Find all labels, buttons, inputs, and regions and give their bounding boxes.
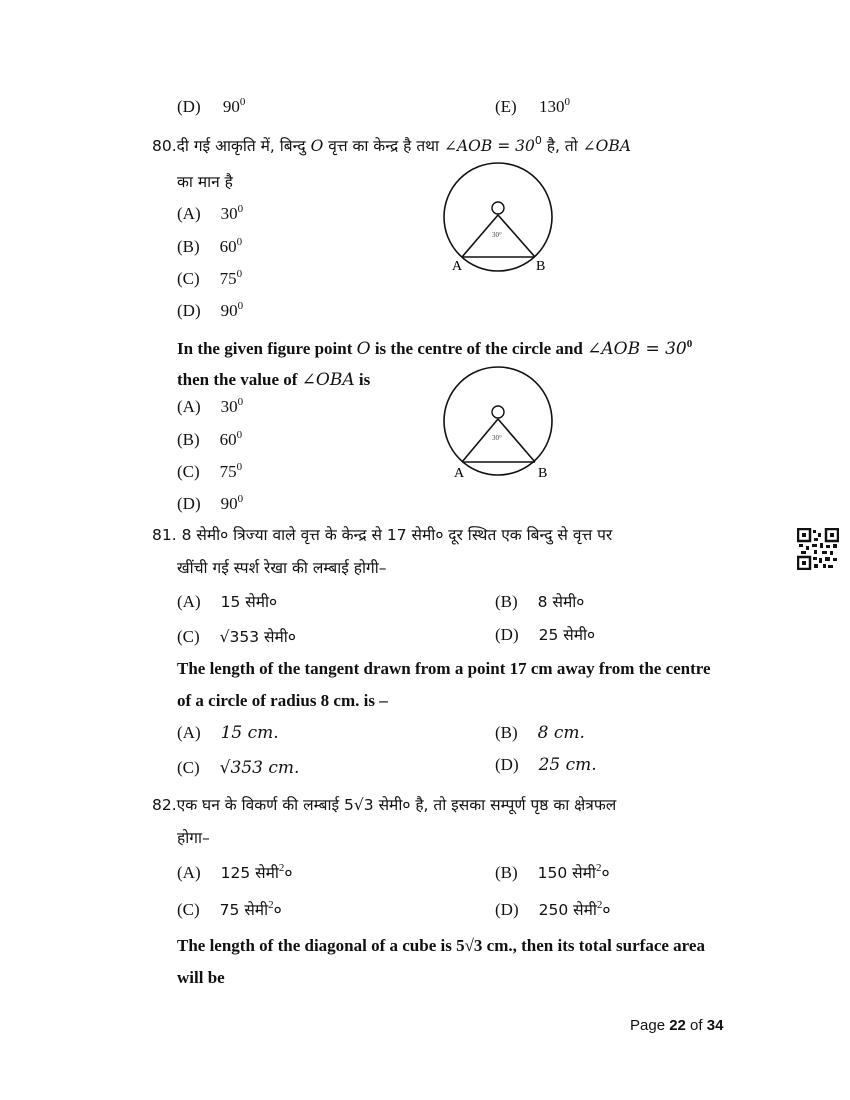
- figure-angle-label: 30°: [492, 434, 502, 442]
- q81-en-option-c: (C) √353 cm.: [177, 758, 300, 778]
- q80-hi-option-c: (C) $75^0$: [177, 268, 243, 288]
- q82-hindi-line1: 82.एक घन के विकर्ण की लम्बाई 5√3 सेमी० है, तो इसका सम्पूर्ण पृष्ठ का क्षेत्रफल: [152, 796, 617, 814]
- q80-hindi-line2: का मान है: [177, 173, 233, 191]
- q79-option-d: (D) $90^0$: [177, 96, 246, 116]
- q82-hi-option-a: (A) 125 सेमी$^2$०: [177, 862, 293, 882]
- figure-label-b: B: [538, 466, 548, 481]
- center-point-o: [492, 202, 504, 214]
- q82-english-line1: The length of the diagonal of a cube is 5√3 cm., then its total surface area: [177, 936, 705, 955]
- circle-outline: [444, 163, 552, 271]
- q82-hi-option-b: (B) 150 सेमी$^2$०: [495, 862, 610, 882]
- q80-hi-option-a: (A) $30^0$: [177, 203, 244, 223]
- q80-hindi-line1: 80.दी गई आकृति में, बिन्दु O वृत्त का केन्द्र है तथा ∠AOB = $30^0$ है, तो ∠OBA: [152, 134, 631, 155]
- q81-hi-option-a: (A) 15 सेमी०: [177, 592, 278, 611]
- q82-hi-option-d: (D) 250 सेमी$^2$०: [495, 899, 611, 919]
- q81-hi-option-c: (C) √353 सेमी०: [177, 627, 296, 646]
- q80-en-option-a: (A) $30^0$: [177, 396, 244, 416]
- circle-figure-english: [440, 364, 560, 486]
- q81-en-option-b: (B) 8 cm.: [495, 723, 585, 743]
- q79-option-e: (E) $130^0$: [495, 96, 570, 116]
- circle-figure-hindi: [440, 160, 560, 280]
- circle-outline: [444, 367, 552, 475]
- page-number: Page 22 of 34: [630, 1017, 724, 1034]
- q81-hi-option-d: (D) 25 सेमी०: [495, 625, 596, 644]
- q81-en-option-a: (A) 15 cm.: [177, 723, 279, 743]
- q82-hi-option-c: (C) 75 सेमी$^2$०: [177, 899, 282, 919]
- q81-hindi-line2: खींची गई स्पर्श रेखा की लम्बाई होगी–: [177, 559, 387, 577]
- radius-ob: [498, 419, 535, 462]
- q80-en-option-b: (B) $60^0$: [177, 429, 243, 449]
- q80-en-option-c: (C) $75^0$: [177, 461, 243, 481]
- q82-english-line2: will be: [177, 968, 225, 987]
- q81-english-line2: of a circle of radius 8 cm. is –: [177, 691, 388, 710]
- q82-hindi-line2: होगा–: [177, 829, 210, 847]
- q81-hindi-line1: 81. 8 सेमी० त्रिज्या वाले वृत्त के केन्द्र से 17 सेमी० दूर स्थित एक बिन्दु से वृत्त पर: [152, 526, 613, 544]
- q80-hi-option-d: (D) $90^0$: [177, 300, 244, 320]
- q80-english-line2: then the value of ∠OBA is: [177, 370, 371, 390]
- radius-ob: [498, 215, 535, 257]
- figure-label-a: A: [454, 466, 465, 481]
- q81-en-option-d: (D) 25 cm.: [495, 755, 597, 775]
- figure-angle-label: 30°: [492, 231, 502, 239]
- q80-hi-option-b: (B) $60^0$: [177, 236, 243, 256]
- q80-en-option-d: (D) $90^0$: [177, 493, 244, 513]
- figure-label-b: B: [536, 259, 546, 274]
- q80-english-line1: In the given figure point O is the centre of the circle and ∠AOB = $30^0$: [177, 338, 693, 359]
- q81-hi-option-b: (B) 8 सेमी०: [495, 592, 585, 611]
- qr-code: [797, 528, 839, 570]
- q81-english-line1: The length of the tangent drawn from a point 17 cm away from the centre: [177, 659, 711, 678]
- figure-label-a: A: [452, 259, 463, 274]
- center-point-o: [492, 406, 504, 418]
